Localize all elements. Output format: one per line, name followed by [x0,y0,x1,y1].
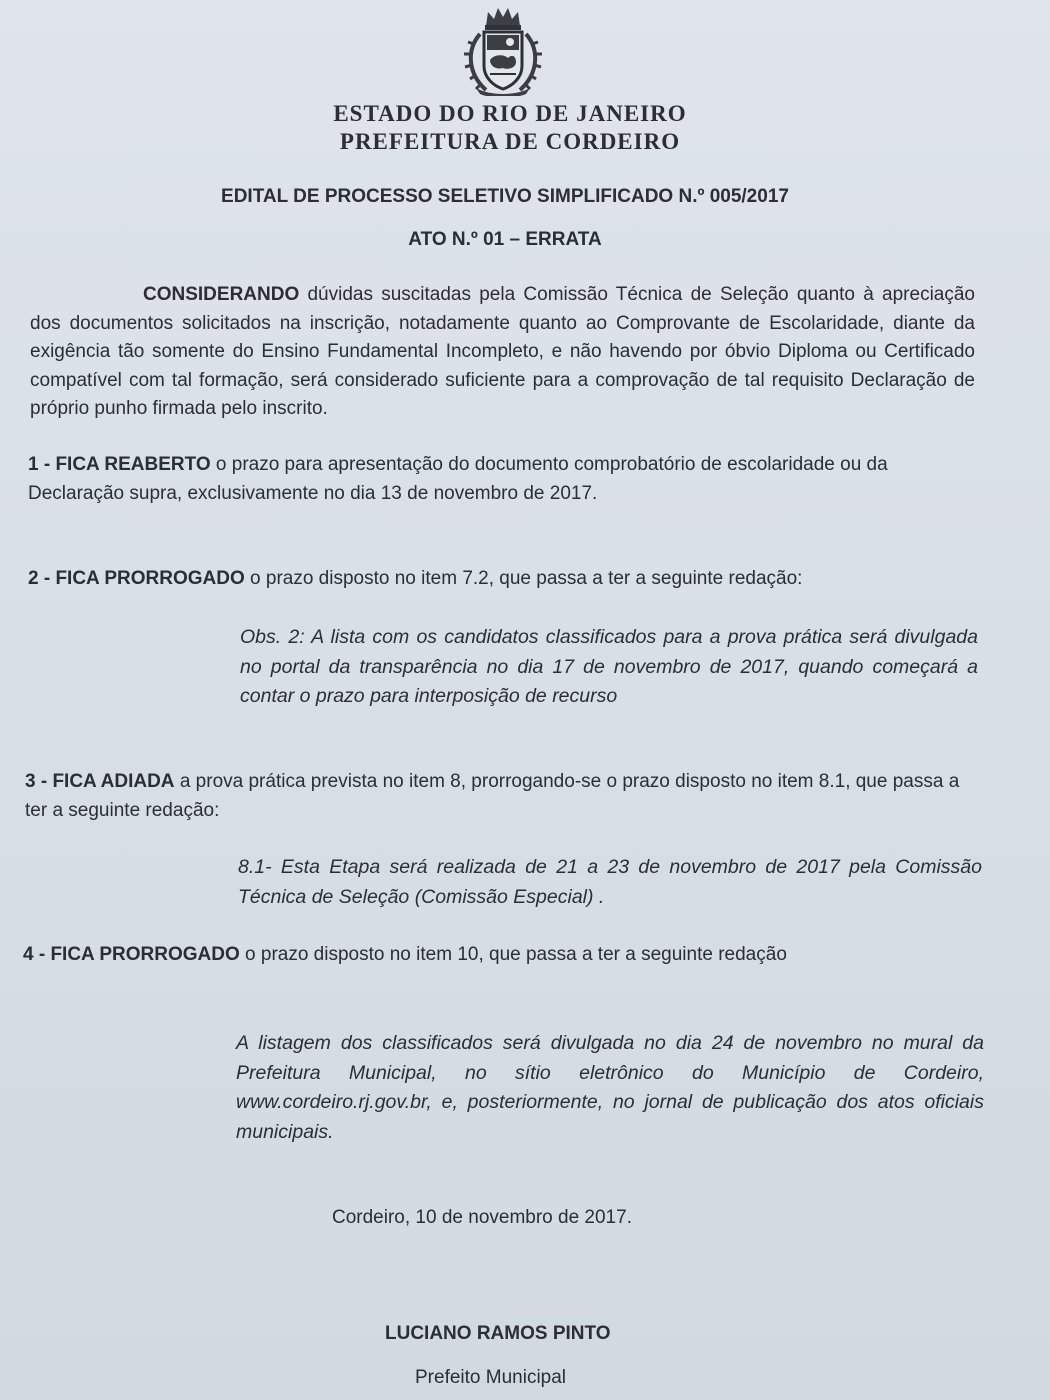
item-1 [28,451,978,508]
place-date: Cordeiro, 10 de novembro de 2017. [332,1207,632,1228]
item-4 [23,941,973,970]
item-4-lead: 4 - FICA PRORROGADO [23,944,240,965]
item-2 [28,565,978,594]
item-2-lead: 2 - FICA PRORROGADO [28,568,245,589]
item-1-text: o prazo para apresentação do documento comprobatório de escolaridade ou da Declaração supra, exclusivamente no dia 13 de novembro de 2017. [28,454,888,504]
item-4-quote: A listagem dos classificados será divulgada no dia 24 de novembro no mural da Prefeitura Municipal, no sítio eletrônico do Município de Cordeiro, www.cordeiro.rj.gov.br, e, posteriormente, no jornal de publicação dos atos oficiais municipais. [236,1032,984,1143]
edital-title: EDITAL DE PROCESSO SELETIVO SIMPLIFICADO N.º 005/2017 [221,186,789,207]
signer-name: LUCIANO RAMOS PINTO [385,1323,611,1344]
item-1-lead: 1 - FICA REABERTO [28,454,211,475]
item-3-quote: 8.1- Esta Etapa será realizada de 21 a 23 de novembro de 2017 pela Comissão Técnica de Seleção (Comissão Especial) . [238,856,982,908]
header-state: ESTADO DO RIO DE JANEIRO [333,101,687,126]
coat-of-arms-icon [460,4,546,96]
item-4-text: o prazo disposto no item 10, que passa a ter a seguinte redação [239,944,787,965]
item-2-text: o prazo disposto no item 7.2, que passa a ter a seguinte redação: [244,568,803,589]
header-city: PREFEITURA DE CORDEIRO [339,129,681,154]
item-3-lead: 3 - FICA ADIADA [25,771,175,792]
item-2-quote: Obs. 2: A lista com os candidatos classificados para a prova prática será divulgada no portal da transparência no dia 17 de novembro de 2017, quando começará a contar o prazo para interposição de recurso [240,626,978,707]
item-3 [25,768,975,825]
signer-role: Prefeito Municipal [415,1367,567,1388]
intro-lead: CONSIDERANDO [143,284,300,305]
intro-paragraph [30,281,975,424]
item-3-text: a prova prática prevista no item 8, prorrogando-se o prazo disposto no item 8.1, que passa a ter a seguinte redação: [25,771,960,821]
ato-title: ATO N.º 01 – ERRATA [408,229,602,250]
intro-text: dúvidas suscitadas pela Comissão Técnica de Seleção quanto à apreciação dos documentos solicitados na inscrição, notadamente quanto ao Comprovante de Escolaridade, diante da exigência tão somente do Ensino Fundamental Incompleto, e não havendo por óbvio Diploma ou Certificado compatível com tal formação, será considerado suficiente para a comprovação de tal requisito Declaração de próprio punho firmada pelo inscrito. [30,284,975,419]
